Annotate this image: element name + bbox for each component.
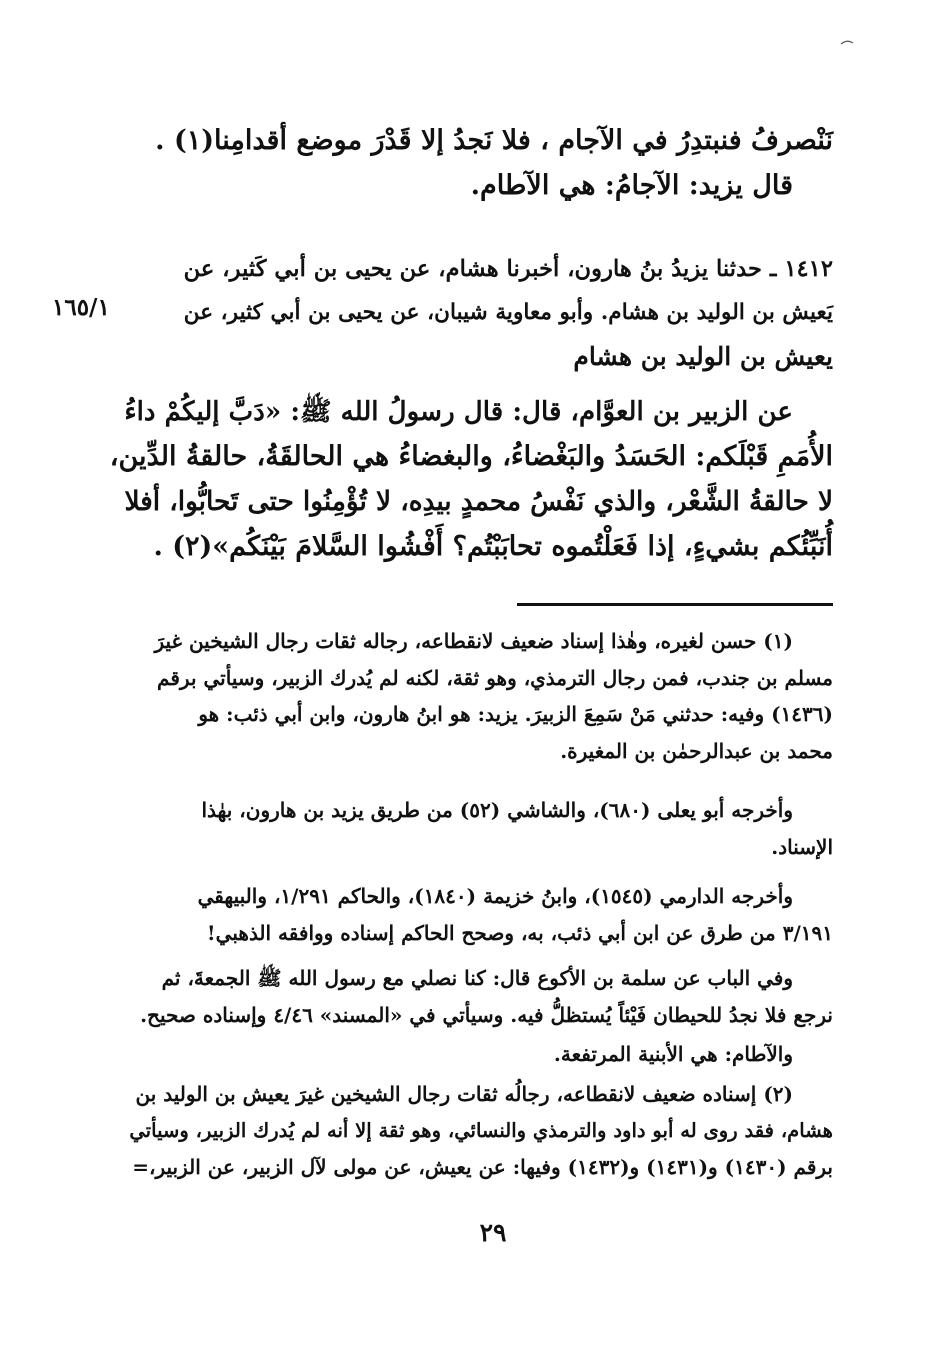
page-number: ٢٩ xyxy=(479,1218,507,1247)
footnote-line: (٢) إسناده ضعيف لانقطاعه، رجالُه ثقات رجال الشيخين غيرَ يعيش بن الوليد بن xyxy=(135,1082,793,1106)
footnote-line: الإسناد. xyxy=(771,834,833,859)
footnote-1 xyxy=(115,623,833,769)
footnote-line: (١) حسن لغيره، وهٰذا إسناد ضعيف لانقطاعه، رجاله ثقات رجال الشيخين غيرَ xyxy=(154,629,793,653)
text-line: عن الزبير بن العوَّام، قال: قال رسولُ الله ﷺ: «دَبَّ إليكُمْ داءُ xyxy=(124,396,793,427)
hadith-text xyxy=(110,389,833,569)
text-line: الأُمَمِ قَبْلَكم: الحَسَدُ والبَغْضاءُ، والبغضاءُ هي الحالقَةُ، حالقةُ الدِّين، xyxy=(109,441,833,472)
footnote-1-paragraph-2 xyxy=(115,792,833,865)
footnote-line: (١٤٣٦) وفيه: حدثني مَنْ سَمِعَ الزبيرَ. يزيد: هو ابنُ هارون، وابن أبي ذئب: هو xyxy=(198,702,833,726)
text-line: يعيش بن الوليد بن هشام xyxy=(573,342,833,371)
text-line: لا حالقةُ الشَّعْر، والذي نَفْسُ محمدٍ بيدِه، لا تُؤْمِنُوا حتى تَحابُّوا، أفلا xyxy=(124,486,833,517)
footnote-line: محمد بن عبدالرحمٰن بن المغيرة. xyxy=(560,738,833,763)
footnote-line: وأخرجه أبو يعلى (٦٨٠)، والشاشي (٥٢) من طريق يزيد بن هارون، بهٰذا xyxy=(201,798,793,822)
footnote-line: ٣/١٩١ من طرق عن ابن أبي ذئب، به، وصحح الحاكم إسناده ووافقه الذهبي! xyxy=(206,920,833,945)
text-line: أُنَبِّئُكم بشيءٍ، إذا فَعَلْتُموه تحابَبْتُم؟ أَفْشُوا السَّلامَ بَيْنَكُم»(٢) . xyxy=(153,531,833,562)
text-line: ١٤١٢ ـ حدثنا يزيدُ بنُ هارون، أخبرنا هشام، عن يحيى بن أبي كَثير، عن xyxy=(183,256,833,282)
footnote-separator xyxy=(517,603,833,606)
footnote-line: هشام، فقد روى له أبو داود والترمذي والنسائي، وهو ثقة إلا أنه لم يُدرك الزبير، وسيأتي xyxy=(129,1118,833,1142)
side-reference: ١٦٥/١ xyxy=(52,294,110,321)
footnote-2 xyxy=(115,1076,833,1186)
text-line: قال يزيد: الآجامُ: هي الآطام. xyxy=(470,170,793,201)
footnote-1-paragraph-3 xyxy=(115,878,833,951)
text-block-1 xyxy=(110,118,833,208)
footnote-line: وفي الباب عن سلمة بن الأكوع قال: كنا نصلي مع رسول الله ﷺ الجمعةَ، ثم xyxy=(161,966,793,990)
text-line: يَعيش بن الوليد بن هشام. وأبو معاوية شيبان، عن يحيى بن أبي كثير، عن xyxy=(183,300,833,325)
footnote-line: والآطام: هي الأبنية المرتفعة. xyxy=(553,1042,793,1066)
hadith-isnad xyxy=(170,247,833,379)
footnote-line: مسلم بن جندب، فمن رجال الترمذي، وهو ثقة، لكنه لم يُدرك الزبير، وسيأتي برقم xyxy=(157,665,833,690)
footnote-line: برقم (١٤٣٠) و(١٤٣١) و(١٤٣٢) وفيها: عن يعيش، عن مولى لآل الزبير، عن الزبير،= xyxy=(132,1155,833,1179)
footnote-1-paragraph-4 xyxy=(115,960,833,1033)
text-line: نَنْصرفُ فنبتدِرُ في الآجام ، فلا نَجدُ إلا قَدْرَ موضع أقدامِنا(١) . xyxy=(155,125,833,156)
scan-mark-icon xyxy=(840,38,854,46)
footnote-line: نرجع فلا نجدُ للحيطان فَيْئاً يُستظلُّ فيه. وسيأتي في «المسند» ٤/٤٦ وإسناده صحيح. xyxy=(140,1002,833,1027)
footnote-1-paragraph-5 xyxy=(115,1036,833,1073)
footnote-line: وأخرجه الدارمي (١٥٤٥)، وابنُ خزيمة (١٨٤٠)، والحاكم ١/٢٩١، والبيهقي xyxy=(197,884,793,908)
